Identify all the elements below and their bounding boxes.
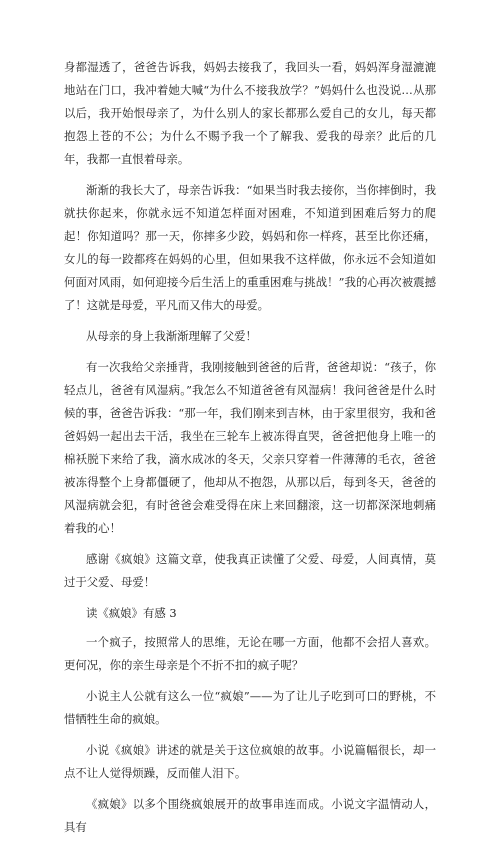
paragraph-3: 从母亲的身上我渐渐理解了父爱！ [86, 329, 257, 343]
paragraph-9: 《疯娘》以多个围绕疯娘展开的故事串连而成。小说文字温情动人，具有 [64, 797, 436, 834]
paragraph-1: 身都湿透了，爸爸告诉我，妈妈去接我了，我回头一看，妈妈浑身湿漉漉地站在门口，我冲着她大喊“为什么不接我放学？”妈妈什么也没说…从那以后，我开始恨母亲了，为什么别人的家长都那么爱自己的女儿，每天都抱怨上苍的不公；为什么不赐予我一个了解我、爱我的母亲？此后的几年，我都一直恨着母亲。 [64, 60, 436, 166]
paragraph-5: 感谢《疯娘》这篇文章，使我真正读懂了父爱、母爱，人间真情，莫过于父爱、母爱！ [64, 552, 436, 589]
paragraph-6: 一个疯子，按照常人的思维，无论在哪一方面，他都不会招人喜欢。更何况，你的亲生母亲是个不折不扣的疯子呢？ [64, 635, 436, 672]
paragraph-4: 有一次我给父亲捶背，我刚接触到爸爸的后背，爸爸却说：“孩子，你轻点儿，爸爸有风湿病。”我怎么不知道爸爸有风湿病！我问爸爸是什么时候的事，爸爸告诉我：“那一年，我们刚来到吉林，由于家里很穷，我和爸爸妈妈一起出去干活，我坐在三轮车上被冻得直哭，爸爸把他身上唯一的棉袄脱下来给了我，滴水成冰的冬天，父亲只穿着一件薄薄的毛衣，爸爸被冻得整个上身都僵硬了，他却从不抱怨，从那以后，每到冬天，爸爸的风湿病就会犯，有时爸爸会难受得在床上来回翻滚，这一切都深深地刺痛着我的心！ [64, 360, 436, 535]
paragraph-7: 小说主人公就有这么一位“疯娘”——为了让儿子吃到可口的野桃，不惜牺牲生命的疯娘。 [64, 689, 436, 726]
section-heading: 读《疯娘》有感 3 [86, 606, 177, 620]
document-page [64, 56, 436, 847]
paragraph-8: 小说《疯娘》讲述的就是关于这位疯娘的故事。小说篇幅很长，却一点不让人觉得烦躁，反而催人泪下。 [64, 743, 436, 780]
paragraph-2: 渐渐的我长大了，母亲告诉我：“如果当时我去接你，当你摔倒时，我就扶你起来，你就永远不知道怎样面对困难，不知道到困难后努力的爬起！你知道吗？那一天，你摔多少跤，妈妈和你一样疼，甚至比你还痛，女儿的每一跤都疼在妈妈的心里，但如果我不这样做，你永远不会知道如何面对风雨，如何迎接今后生活上的重重困难与挑战！”我的心再次被震撼了！这就是母爱，平凡而又伟大的母爱。 [64, 183, 436, 312]
